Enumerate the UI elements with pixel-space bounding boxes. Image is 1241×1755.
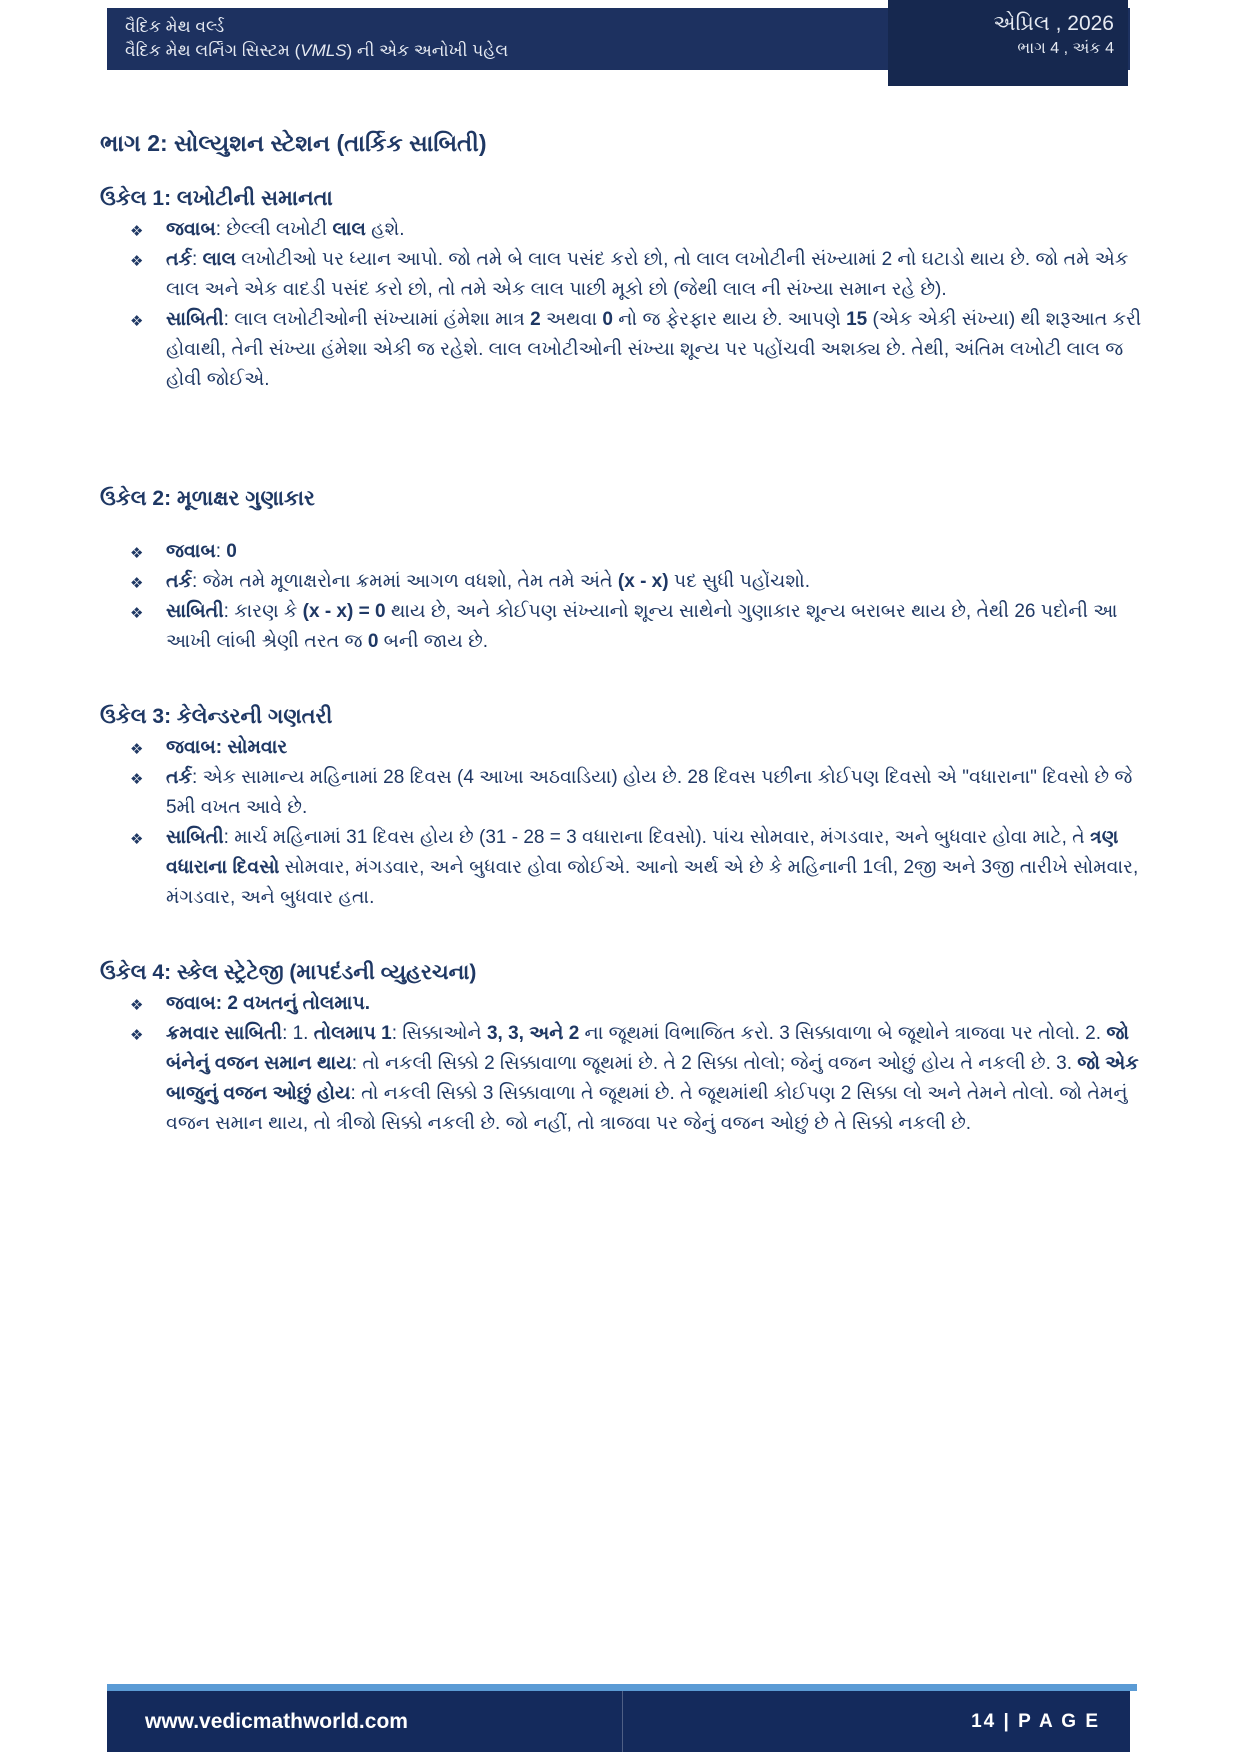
bullet-text: સાબિતી: કારણ કે (x - x) = 0 થાય છે, અને કોઈપણ સંખ્યાનો શૂન્ય સાથેનો ગુણાકાર શૂન્ય બરાબર થાય છે, તેથી 26 પદોની આ આખી લાંબી શ્રેણી તરત જ 0 બની જાય છે. — [166, 601, 1118, 652]
solution-section-3 — [100, 705, 1148, 913]
bullet-item — [100, 215, 1148, 245]
bullet-item — [100, 305, 1148, 395]
bullet-item — [100, 763, 1148, 823]
bullet-item — [100, 733, 1148, 763]
diamond-bullet-icon: ❖ — [130, 831, 144, 848]
footer-accent-strip — [107, 1684, 1137, 1691]
diamond-bullet-icon: ❖ — [130, 545, 144, 562]
bullet-text: સાબિતી: લાલ લખોટીઓની સંખ્યામાં હંમેશા માત્ર 2 અથવા 0 નો જ ફેરફાર થાય છે. આપણે 15 (એક એકી સંખ્યા) થી શરૂઆત કરી હોવાથી, તેની સંખ્યા હંમેશા એકી જ રહેશે. લાલ લખોટીઓની સંખ્યા શૂન્ય પર પહોંચવી અશક્ય છે. તેથી, અંતિમ લખોટી લાલ જ હોવી જોઈએ. — [166, 309, 1142, 390]
section-heading: ઉકેલ 3: કેલેન્ડરની ગણતરી — [100, 705, 333, 728]
bullet-item — [100, 823, 1148, 913]
diamond-bullet-icon: ❖ — [130, 1027, 144, 1044]
document-body — [100, 130, 1148, 1139]
footer-page-number: 14 | P A G E — [971, 1710, 1100, 1732]
section-heading: ઉકેલ 4: સ્કેલ સ્ટ્રેટેજી (માપદંડની વ્યુહરચના) — [100, 961, 477, 984]
issue-volume: ભાગ 4 , અંક 4 — [1017, 40, 1114, 57]
bullet-text: તર્ક: લાલ લખોટીઓ પર ધ્યાન આપો. જો તમે બે લાલ પસંદ કરો છો, તો લાલ લખોટીની સંખ્યામાં 2 નો ઘટાડો થાય છે. જો તમે એક લાલ અને એક વાદડી પસંદ કરો છો, તો તમે એક લાલ પાછી મૂકો છો (જેથી લાલ ની સંખ્યા સમાન રહે છે). — [166, 249, 1129, 300]
brand-subtitle-suffix: ) ની એક અનોખી પહેલ — [346, 41, 509, 60]
bullet-text: તર્ક: જેમ તમે મૂળાક્ષરોના ક્રમમાં આગળ વધશો, તેમ તમે અંતે (x - x) પદ સુધી પહોંચશો. — [166, 571, 811, 592]
diamond-bullet-icon: ❖ — [130, 771, 144, 788]
bullet-text: જવાબ: છેલ્લી લખોટી લાલ હશે. — [166, 219, 405, 240]
bullet-text: જવાબ: 0 — [166, 541, 237, 562]
bullet-item — [100, 1019, 1148, 1139]
brand-title: વૈદિક મેથ વર્લ્ડ — [125, 17, 225, 36]
solution-section-4 — [100, 961, 1148, 1139]
bullet-list — [100, 733, 1148, 913]
bullet-list — [100, 537, 1148, 657]
section-heading: ઉકેલ 1: લખોટીની સમાનતા — [100, 187, 333, 210]
diamond-bullet-icon: ❖ — [130, 253, 144, 270]
bullet-text: તર્ક: એક સામાન્ય મહિનામાં 28 દિવસ (4 આખા અઠવાડિયા) હોય છે. 28 દિવસ પછીના કોઈપણ દિવસો એ "વધારાના" દિવસો છે જે 5મી વખત આવે છે. — [166, 767, 1133, 818]
bullet-item — [100, 245, 1148, 305]
bullet-item — [100, 567, 1148, 597]
bullet-list — [100, 989, 1148, 1139]
issue-date: એપ્રિલ , 2026 — [993, 12, 1114, 35]
page-title: ભાગ 2: સોલ્યુશન સ્ટેશન (તાર્કિક સાબિતી) — [100, 130, 487, 156]
diamond-bullet-icon: ❖ — [130, 605, 144, 622]
bullet-text: જવાબ: સોમવાર — [166, 737, 288, 758]
diamond-bullet-icon: ❖ — [130, 223, 144, 240]
vmls-abbreviation: VMLS — [300, 41, 347, 60]
bullet-item — [100, 989, 1148, 1019]
solution-section-1 — [100, 187, 1148, 395]
diamond-bullet-icon: ❖ — [130, 575, 144, 592]
issue-box — [888, 0, 1128, 86]
section-heading: ઉકેલ 2: મૂળાક્ષર ગુણાકાર — [100, 487, 315, 510]
bullet-item — [100, 537, 1148, 567]
bullet-text: જવાબ: 2 વખતનું તોલમાપ. — [166, 993, 371, 1014]
brand-subtitle-prefix: વૈદિક મેથ લર્નિંગ સિસ્ટમ ( — [125, 41, 301, 60]
diamond-bullet-icon: ❖ — [130, 997, 144, 1014]
bullet-text: સાબિતી: માર્ચ મહિનામાં 31 દિવસ હોય છે (31 - 28 = 3 વધારાના દિવસો). પાંચ સોમવાર, મંગડવાર, અને બુધવાર હોવા માટે, તે ત્રણ વધારાના દિવસો સોમવાર, મંગડવાર, અને બુધવાર હોવા જોઈએ. આનો અર્થ એ છે કે મહિનાની 1લી, 2જી અને 3જી તારીખે સોમવાર, મંગડવાર, અને બુધવાર હતા. — [166, 827, 1139, 908]
bullet-text: ક્રમવાર સાબિતી: 1. તોલમાપ 1: સિક્કાઓને 3, 3, અને 2 ના જૂથમાં વિભાજિત કરો. 3 સિક્કાવાળા બે જૂથોને ત્રાજવા પર તોલો. 2. જો બંનેનું વજન સમાન થાય: તો નકલી સિક્કો 2 સિક્કાવાળા જૂથમાં છે. તે 2 સિક્કા તોલો; જેનું વજન ઓછું હોય તે નકલી છે. 3. જો એક બાજુનું વજન ઓછું હોય: તો નકલી સિક્કો 3 સિક્કાવાળા તે જૂથમાં છે. તે જૂથમાંથી કોઈપણ 2 સિક્કા લો અને તેમને તોલો. જો તેમનું વજન સમાન થાય, તો ત્રીજો સિક્કો નકલી છે. જો નહીં, તો ત્રાજવા પર જેનું વજન ઓછું છે તે સિક્કો નકલી છે. — [166, 1023, 1139, 1134]
bullet-list — [100, 215, 1148, 395]
bullet-item — [100, 597, 1148, 657]
diamond-bullet-icon: ❖ — [130, 741, 144, 758]
solution-section-2 — [100, 487, 1148, 657]
footer-bar — [107, 1691, 1130, 1752]
sections — [100, 187, 1148, 1139]
footer-website-link[interactable]: www.vedicmathworld.com — [145, 1709, 408, 1733]
diamond-bullet-icon: ❖ — [130, 313, 144, 330]
